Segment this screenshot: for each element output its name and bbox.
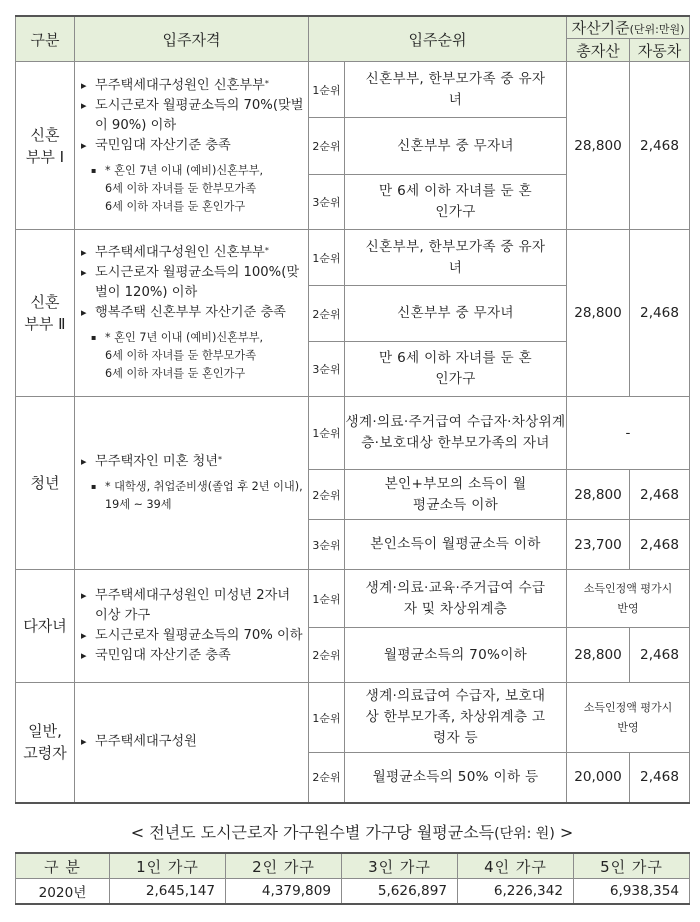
asset-note: 소득인정액 평가시 반영 (567, 683, 690, 753)
qualification-item: ▸ 국민임대 자산기준 충족 (81, 646, 306, 666)
category-line: 청년 (30, 474, 60, 492)
total-asset-value: 20,000 (567, 753, 630, 803)
rank-condition: 만 6세 이하 자녀를 둔 혼인가구 (345, 342, 567, 397)
income-value: 6,226,342 (458, 879, 574, 905)
income-value: 4,379,809 (226, 879, 342, 905)
income-header: 3인 가구 (342, 853, 458, 879)
rank-condition: 만 6세 이하 자녀를 둔 혼인가구 (345, 175, 567, 230)
qualification-item: ▸ 도시근로자 월평균소득의 100%(맞벌이 120%) 이하 (81, 263, 306, 303)
rank-label: 2순위 (309, 753, 345, 803)
header-category: 구분 (16, 16, 75, 62)
income-title-close: > (559, 823, 574, 842)
income-value: 2,645,147 (110, 879, 226, 905)
qualification-note: ▪ * 혼인 7년 이내 (예비)신혼부부, 6세 이하 자녀를 둔 한부모가족 6세 이하 자녀를 둔 혼인가구 (81, 162, 306, 216)
income-header: 4인 가구 (458, 853, 574, 879)
category-line: 다자녀 (23, 617, 67, 635)
qualification-cell (75, 683, 309, 803)
rank-label: 2순위 (309, 470, 345, 520)
category-cell (16, 570, 75, 683)
rank-condition: 본인소득이 월평균소득 이하 (345, 520, 567, 570)
income-year: 2020년 (16, 879, 110, 905)
rank-label: 1순위 (309, 570, 345, 628)
rank-condition: 신혼부부 중 무자녀 (345, 286, 567, 342)
rank-label: 2순위 (309, 286, 345, 342)
rank-label: 2순위 (309, 628, 345, 683)
qualification-item: ▸ 무주택세대구성원인 신혼부부* (81, 243, 306, 263)
rank-condition: 본인+부모의 소득이 월평균소득 이하 (345, 470, 567, 520)
income-value: 5,626,897 (342, 879, 458, 905)
category-cell (16, 397, 75, 570)
income-row (16, 879, 690, 905)
rank-label: 3순위 (309, 520, 345, 570)
rank-condition: 월평균소득의 50% 이하 등 (345, 753, 567, 803)
income-value: 6,938,354 (574, 879, 690, 905)
category-line: 고령자 (23, 744, 67, 763)
category-line: 신혼 (30, 293, 60, 311)
qualification-item: ▸ 도시근로자 월평균소득의 70%(맞벌이 90%) 이하 (81, 96, 306, 136)
rank-condition: 신혼부부 중 무자녀 (345, 118, 567, 175)
header-asset-unit: (단위:만원) (629, 23, 685, 36)
qualification-cell (75, 570, 309, 683)
income-title-text: < 전년도 도시근로자 가구원수별 가구당 월평균소득 (130, 823, 495, 842)
income-header: 1인 가구 (110, 853, 226, 879)
category-line: 신혼 (30, 125, 60, 144)
income-header: 2인 가구 (226, 853, 342, 879)
category-cell (16, 230, 75, 397)
qualification-item: ▸ 무주택자인 미혼 청년* (81, 452, 306, 472)
income-header: 구 분 (16, 853, 110, 879)
rank-label: 3순위 (309, 342, 345, 397)
rank-condition: 생계·의료·주거급여 수급자·차상위계층·보호대상 한부모가족의 자녀 (345, 397, 567, 470)
car-value: 2,468 (630, 753, 690, 803)
car-value: 2,468 (630, 62, 690, 230)
total-asset-value: 23,700 (567, 520, 630, 570)
qualification-item: ▸ 도시근로자 월평균소득의 70% 이하 (81, 626, 306, 646)
rank-label: 1순위 (309, 683, 345, 753)
car-value: 2,468 (630, 520, 690, 570)
category-line: 부부 Ⅰ (25, 147, 65, 166)
car-value: 2,468 (630, 230, 690, 397)
rank-label: 1순위 (309, 230, 345, 286)
header-car: 자동차 (630, 39, 690, 62)
qualification-cell (75, 397, 309, 570)
total-asset-value: 28,800 (567, 470, 630, 520)
rank-label: 1순위 (309, 62, 345, 118)
category-line: 부부 Ⅱ (24, 315, 66, 333)
category-cell (16, 62, 75, 230)
category-line: 일반, (28, 722, 62, 741)
rank-condition: 월평균소득의 70%이하 (345, 628, 567, 683)
qualification-note: ▪ * 혼인 7년 이내 (예비)신혼부부, 6세 이하 자녀를 둔 한부모가족 6세 이하 자녀를 둔 혼인가구 (81, 329, 306, 383)
rank-label: 2순위 (309, 118, 345, 175)
rank-condition: 생계·의료급여 수급자, 보호대상 한부모가족, 차상위계층 고령자 등 (345, 683, 567, 753)
rank-condition: 신혼부부, 한부모가족 중 유자녀 (345, 230, 567, 286)
eligibility-table (15, 15, 690, 804)
qualification-item: ▸ 행복주택 신혼부부 자산기준 충족 (81, 303, 306, 323)
qualification-item: ▸ 국민임대 자산기준 충족 (81, 136, 306, 156)
income-header: 5인 가구 (574, 853, 690, 879)
qualification-cell (75, 230, 309, 397)
rank-label: 1순위 (309, 397, 345, 470)
income-table-title (15, 820, 689, 843)
rank-condition: 신혼부부, 한부모가족 중 유자녀 (345, 62, 567, 118)
header-asset-label: 자산기준 (571, 19, 630, 37)
car-value: 2,468 (630, 628, 690, 683)
total-asset-value: 28,800 (567, 230, 630, 397)
qualification-item: ▸ 무주택세대구성원 (81, 732, 306, 752)
rank-condition: 생계·의료·교육·주거급여 수급자 및 차상위계층 (345, 570, 567, 628)
header-total-asset: 총자산 (567, 39, 630, 62)
income-table (15, 852, 690, 905)
header-qualification: 입주자격 (75, 16, 309, 62)
asset-note: 소득인정액 평가시 반영 (567, 570, 690, 628)
car-value: 2,468 (630, 470, 690, 520)
income-title-unit: (단위: 원) (494, 826, 555, 842)
total-asset-value: 28,800 (567, 628, 630, 683)
header-order: 입주순위 (309, 16, 567, 62)
rank-label: 3순위 (309, 175, 345, 230)
total-asset-value: 28,800 (567, 62, 630, 230)
qualification-cell (75, 62, 309, 230)
total-asset-value: - (567, 397, 690, 470)
qualification-note: ▪ * 대학생, 취업준비생(졸업 후 2년 이내), 19세 ~ 39세 (81, 478, 306, 514)
header-asset (567, 16, 690, 39)
qualification-item: ▸ 무주택세대구성원인 신혼부부* (81, 76, 306, 96)
qualification-item: ▸ 무주택세대구성원인 미성년 2자녀 이상 가구 (81, 586, 306, 626)
category-cell (16, 683, 75, 803)
